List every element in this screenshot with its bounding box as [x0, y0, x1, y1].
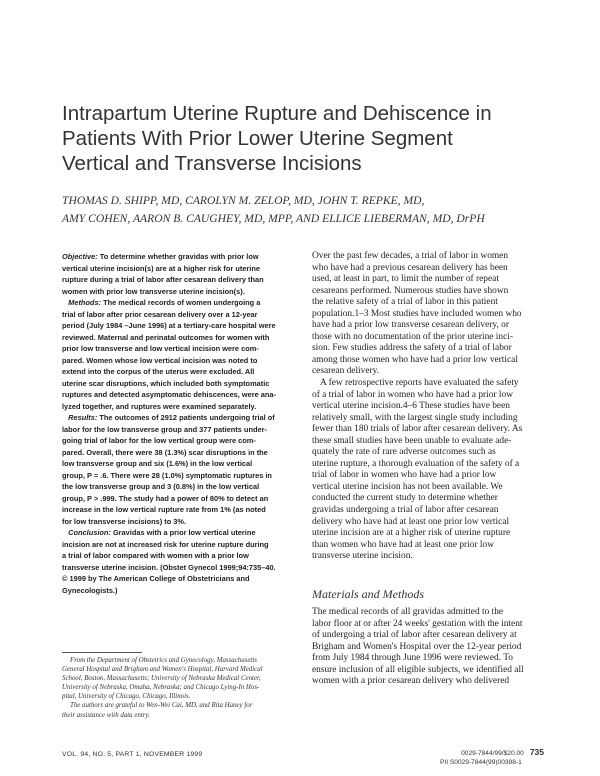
author-line: AMY COHEN, AARON B. CAUGHEY, MD, MPP, AND ELLICE LIEBERMAN, MD, DrPH	[62, 212, 485, 225]
footnote-divider	[62, 652, 142, 653]
body-line: uterine incision are at a higher risk of uterine rupture	[312, 528, 511, 539]
footnote-line: The authors are grateful to Wen-Wei Cai, MD, and Rita Haney for	[70, 702, 253, 710]
objective-label: Objective:	[62, 252, 98, 261]
title-line: Intrapartum Uterine Rupture and Dehiscence in	[62, 102, 492, 125]
body-line: quately the rate of rare adverse outcomes such as	[312, 447, 496, 458]
abstract-line: the low transverse group and 3 (0.8%) in the low vertical	[62, 482, 260, 491]
body-line: labor floor at or after 24 weeks' gestation with the intent	[312, 618, 523, 629]
conclusion-label: Conclusion:	[68, 528, 111, 537]
results-label: Results:	[68, 413, 98, 422]
author-line: THOMAS D. SHIPP, MD, CAROLYN M. ZELOP, MD, JOHN T. REPKE, MD,	[62, 194, 425, 207]
body-line: cesarean delivery.	[312, 366, 380, 377]
body-line: uterine rupture, a thorough evaluation of the safety of a	[312, 458, 520, 469]
journal-issue: VOL. 94, NO. 5, PART 1, NOVEMBER 1999	[62, 751, 203, 758]
methods-heading: Materials and Methods	[312, 587, 424, 601]
abstract-line: extend into the corpus of the uterus were excluded. All	[62, 367, 255, 376]
introduction	[312, 251, 544, 563]
abstract-line: © 1999 by The American College of Obstetricians and	[62, 574, 250, 583]
abstract-line: uterine scar disruptions, which included both symptomatic	[62, 378, 270, 388]
affiliation-footnote	[62, 656, 294, 720]
abstract-line: vertical uterine incision(s) are at a higher risk for uterine	[62, 263, 260, 273]
body-line: from July 1984 through June 1996 were reviewed. To	[312, 653, 513, 664]
abstract-line: women with prior low transverse uterine incision(s).	[62, 286, 245, 296]
abstract-line: pared. Women whose low vertical incision was noted to	[62, 355, 258, 365]
abstract-line: labor for the low transverse group and 377 patients under-	[62, 424, 267, 434]
abstract-line: a trial of labor compared with women with a prior low	[62, 551, 249, 560]
footnote-line: From the Department of Obstetrics and Gynecology, Massachusetts	[70, 657, 257, 664]
body-line: Over the past few decades, a trial of labor in women	[312, 251, 509, 261]
footnote-line: their assistance with data entry.	[62, 711, 150, 719]
abstract-line: Objective: To determine whether gravidas with prior low	[62, 252, 259, 261]
methods-label: Methods:	[68, 298, 102, 307]
footnote-line: School, Boston, Massachusetts; University of Nebraska Medical Center,	[62, 675, 261, 683]
abstract-line: for low transverse incisions) to 3%.	[62, 516, 187, 526]
abstract-line: reviewed. Maternal and perinatal outcomes for women with	[62, 332, 270, 342]
abstract-line: group, P = .6. There were 28 (1.0%) symptomatic ruptures in	[62, 470, 272, 480]
body-line: population.1–3 Most studies have included women who	[312, 308, 522, 319]
abstract-line: low transverse group and six (1.6%) in the low vertical	[62, 459, 253, 468]
body-line: The medical records of all gravidas admitted to the	[312, 607, 504, 617]
article-title	[62, 101, 562, 176]
abstract-line: increase in the low vertical rupture rate from 1% (as noted	[62, 505, 266, 514]
footnote-line: University of Nebraska, Omaha, Nebraska; and Chicago Lying-In Hos-	[62, 684, 260, 692]
body-line: women with a prior cesarean delivery who delivered	[312, 676, 510, 687]
body-line: vertical uterine incision.4–6 These studies have been	[312, 401, 510, 412]
abstract-line: period (July 1984 –June 1996) at a tertiary-care hospital were	[62, 321, 276, 330]
body-line: A few retrospective reports have evaluated the safety	[320, 378, 519, 389]
abstract-line: pared. Overall, there were 38 (1.3%) scar disruptions in the	[62, 447, 268, 457]
methods-section	[312, 607, 544, 688]
body-line: who have had a previous cesarean delivery has been	[312, 262, 508, 273]
abstract-line: prior low transverse and low vertical incision were com-	[62, 344, 259, 353]
abstract-line: rupture during a trial of labor after cesarean delivery than	[62, 275, 264, 284]
pii-code: PII S0029-7844(99)00398-1	[440, 759, 522, 766]
body-line: sion. Few studies address the safety of a trial of labor	[312, 343, 512, 354]
body-line: Brigham and Women's Hospital over the 12-year period	[312, 641, 522, 652]
abstract-line: trial of labor after prior cesarean delivery over a 12-year	[62, 309, 258, 319]
body-line: ensure inclusion of all eligible subjects, we identified all	[312, 664, 524, 675]
body-line: have had a prior low transverse cesarean delivery, or	[312, 320, 509, 331]
abstract-line: going trial of labor for the low vertical group were com-	[62, 436, 256, 445]
issn-code: 0029-7844/99/$20.00	[461, 750, 524, 757]
body-line: used, at least in part, to limit the number of repeat	[312, 274, 499, 285]
body-line: those with no documentation of the prior uterine inci-	[312, 331, 513, 342]
body-line: of a trial of labor in women who have had a prior low	[312, 389, 513, 400]
footnote-line: General Hospital and Brigham and Women's Hospital, Harvard Medical	[62, 666, 263, 674]
abstract	[62, 251, 294, 596]
body-line: than women who have had at least one prior low	[312, 539, 494, 550]
abstract-line: lyzed together, and ruptures were examined separately.	[62, 401, 257, 411]
page-footer	[400, 748, 544, 767]
body-line: fewer than 180 trials of labor after cesarean delivery. As	[312, 424, 523, 435]
abstract-line: Results: The outcomes of 2912 patients undergoing trial of	[68, 413, 275, 422]
body-line: cesareans performed. Numerous studies have shown	[312, 285, 509, 296]
abstract-line: transverse uterine incision. (Obstet Gynecol 1999;94:735–40.	[62, 562, 276, 572]
body-line: vertical uterine incision has not been available. We	[312, 481, 503, 492]
abstract-line: Conclusion: Gravidas with a prior low vertical uterine	[68, 528, 256, 537]
body-line: among those women who have had a prior low vertical	[312, 354, 518, 365]
body-line: delivery who have had at least one prior low vertical	[312, 516, 510, 527]
body-line: these small studies have been unable to evaluate ade-	[312, 435, 512, 446]
body-line: conducted the current study to determine whether	[312, 493, 498, 504]
abstract-line: group, P > .999. The study had a power of 80% to detect an	[62, 493, 269, 503]
body-line: trial of labor in women who have had a prior low	[312, 470, 497, 481]
body-line: gravidas undergoing a trial of labor after cesarean	[312, 505, 499, 516]
abstract-line: ruptures and detected asymptomatic dehiscences, were ana-	[62, 390, 276, 399]
title-line: Vertical and Transverse Incisions	[62, 152, 362, 175]
abstract-line: Methods: The medical records of women undergoing a	[68, 298, 261, 307]
page-number: 735	[529, 747, 544, 757]
body-line: relatively small, with the largest single study including	[312, 412, 518, 423]
author-list	[62, 192, 562, 228]
body-line: transverse uterine incision.	[312, 551, 413, 562]
abstract-line: incision are not at increased risk for uterine rupture during	[62, 539, 269, 549]
abstract-line: Gynecologists.)	[62, 585, 118, 595]
footnote-line: pital, University of Chicago, Chicago, Illinois.	[62, 693, 191, 701]
title-line: Patients With Prior Lower Uterine Segment	[62, 127, 453, 150]
body-line: the relative safety of a trial of labor in this patient	[312, 297, 498, 308]
body-line: of undergoing a trial of labor after cesarean delivery at	[312, 630, 517, 641]
